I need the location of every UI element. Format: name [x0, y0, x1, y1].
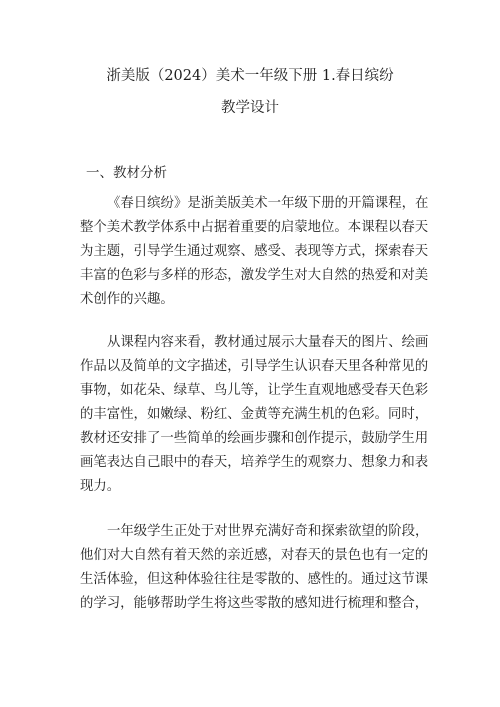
paragraph-line: 作品以及简单的文字描述，引导学生认识春天里各种常见的: [80, 359, 429, 374]
paragraph-line: 丰富的色彩与多样的形态，激发学生对大自然的热爱和对美: [80, 268, 429, 283]
document-subtitle: 教学设计: [221, 100, 279, 116]
paragraph-line: 现力。: [80, 479, 121, 494]
paragraph-line: 事物，如花朵、绿草、鸟儿等，让学生直观地感受春天色彩: [80, 383, 429, 398]
paragraph-line: 他们对大自然有着天然的亲近感，对春天的景色也有一定的: [80, 548, 429, 563]
paragraph-line: 教材还安排了一些简单的绘画步骤和创作提示，鼓励学生用: [80, 431, 429, 446]
paragraph-line: 生活体验，但这种体验往往是零散的、感性的。通过这节课: [80, 572, 429, 587]
paragraph-line: 的学习，能够帮助学生将这些零散的感知进行梳理和整合，: [80, 596, 429, 611]
paragraph-line: 画笔表达自己眼中的春天，培养学生的观察力、想象力和表: [80, 455, 429, 470]
document-title: 浙美版（2024）美术一年级下册 1.春日缤纷: [106, 68, 394, 84]
paragraph-line: 一年级学生正处于对世界充满好奇和探索欲望的阶段，: [107, 524, 429, 539]
paragraph-line: 《春日缤纷》是浙美版美术一年级下册的开篇课程，在: [107, 196, 429, 211]
paragraph-line: 术创作的兴趣。: [80, 292, 174, 307]
section-heading-textbook-analysis: 一、教材分析: [86, 165, 167, 181]
paragraph-line: 的丰富性，如嫩绿、粉红、金黄等充满生机的色彩。同时，: [80, 407, 429, 422]
paragraph-line: 整个美术教学体系中占据着重要的启蒙地位。本课程以春天: [80, 220, 429, 235]
paragraph-line: 从课程内容来看，教材通过展示大量春天的图片、绘画: [107, 335, 429, 350]
paragraph-line: 为主题，引导学生通过观察、感受、表现等方式，探索春天: [80, 244, 429, 259]
